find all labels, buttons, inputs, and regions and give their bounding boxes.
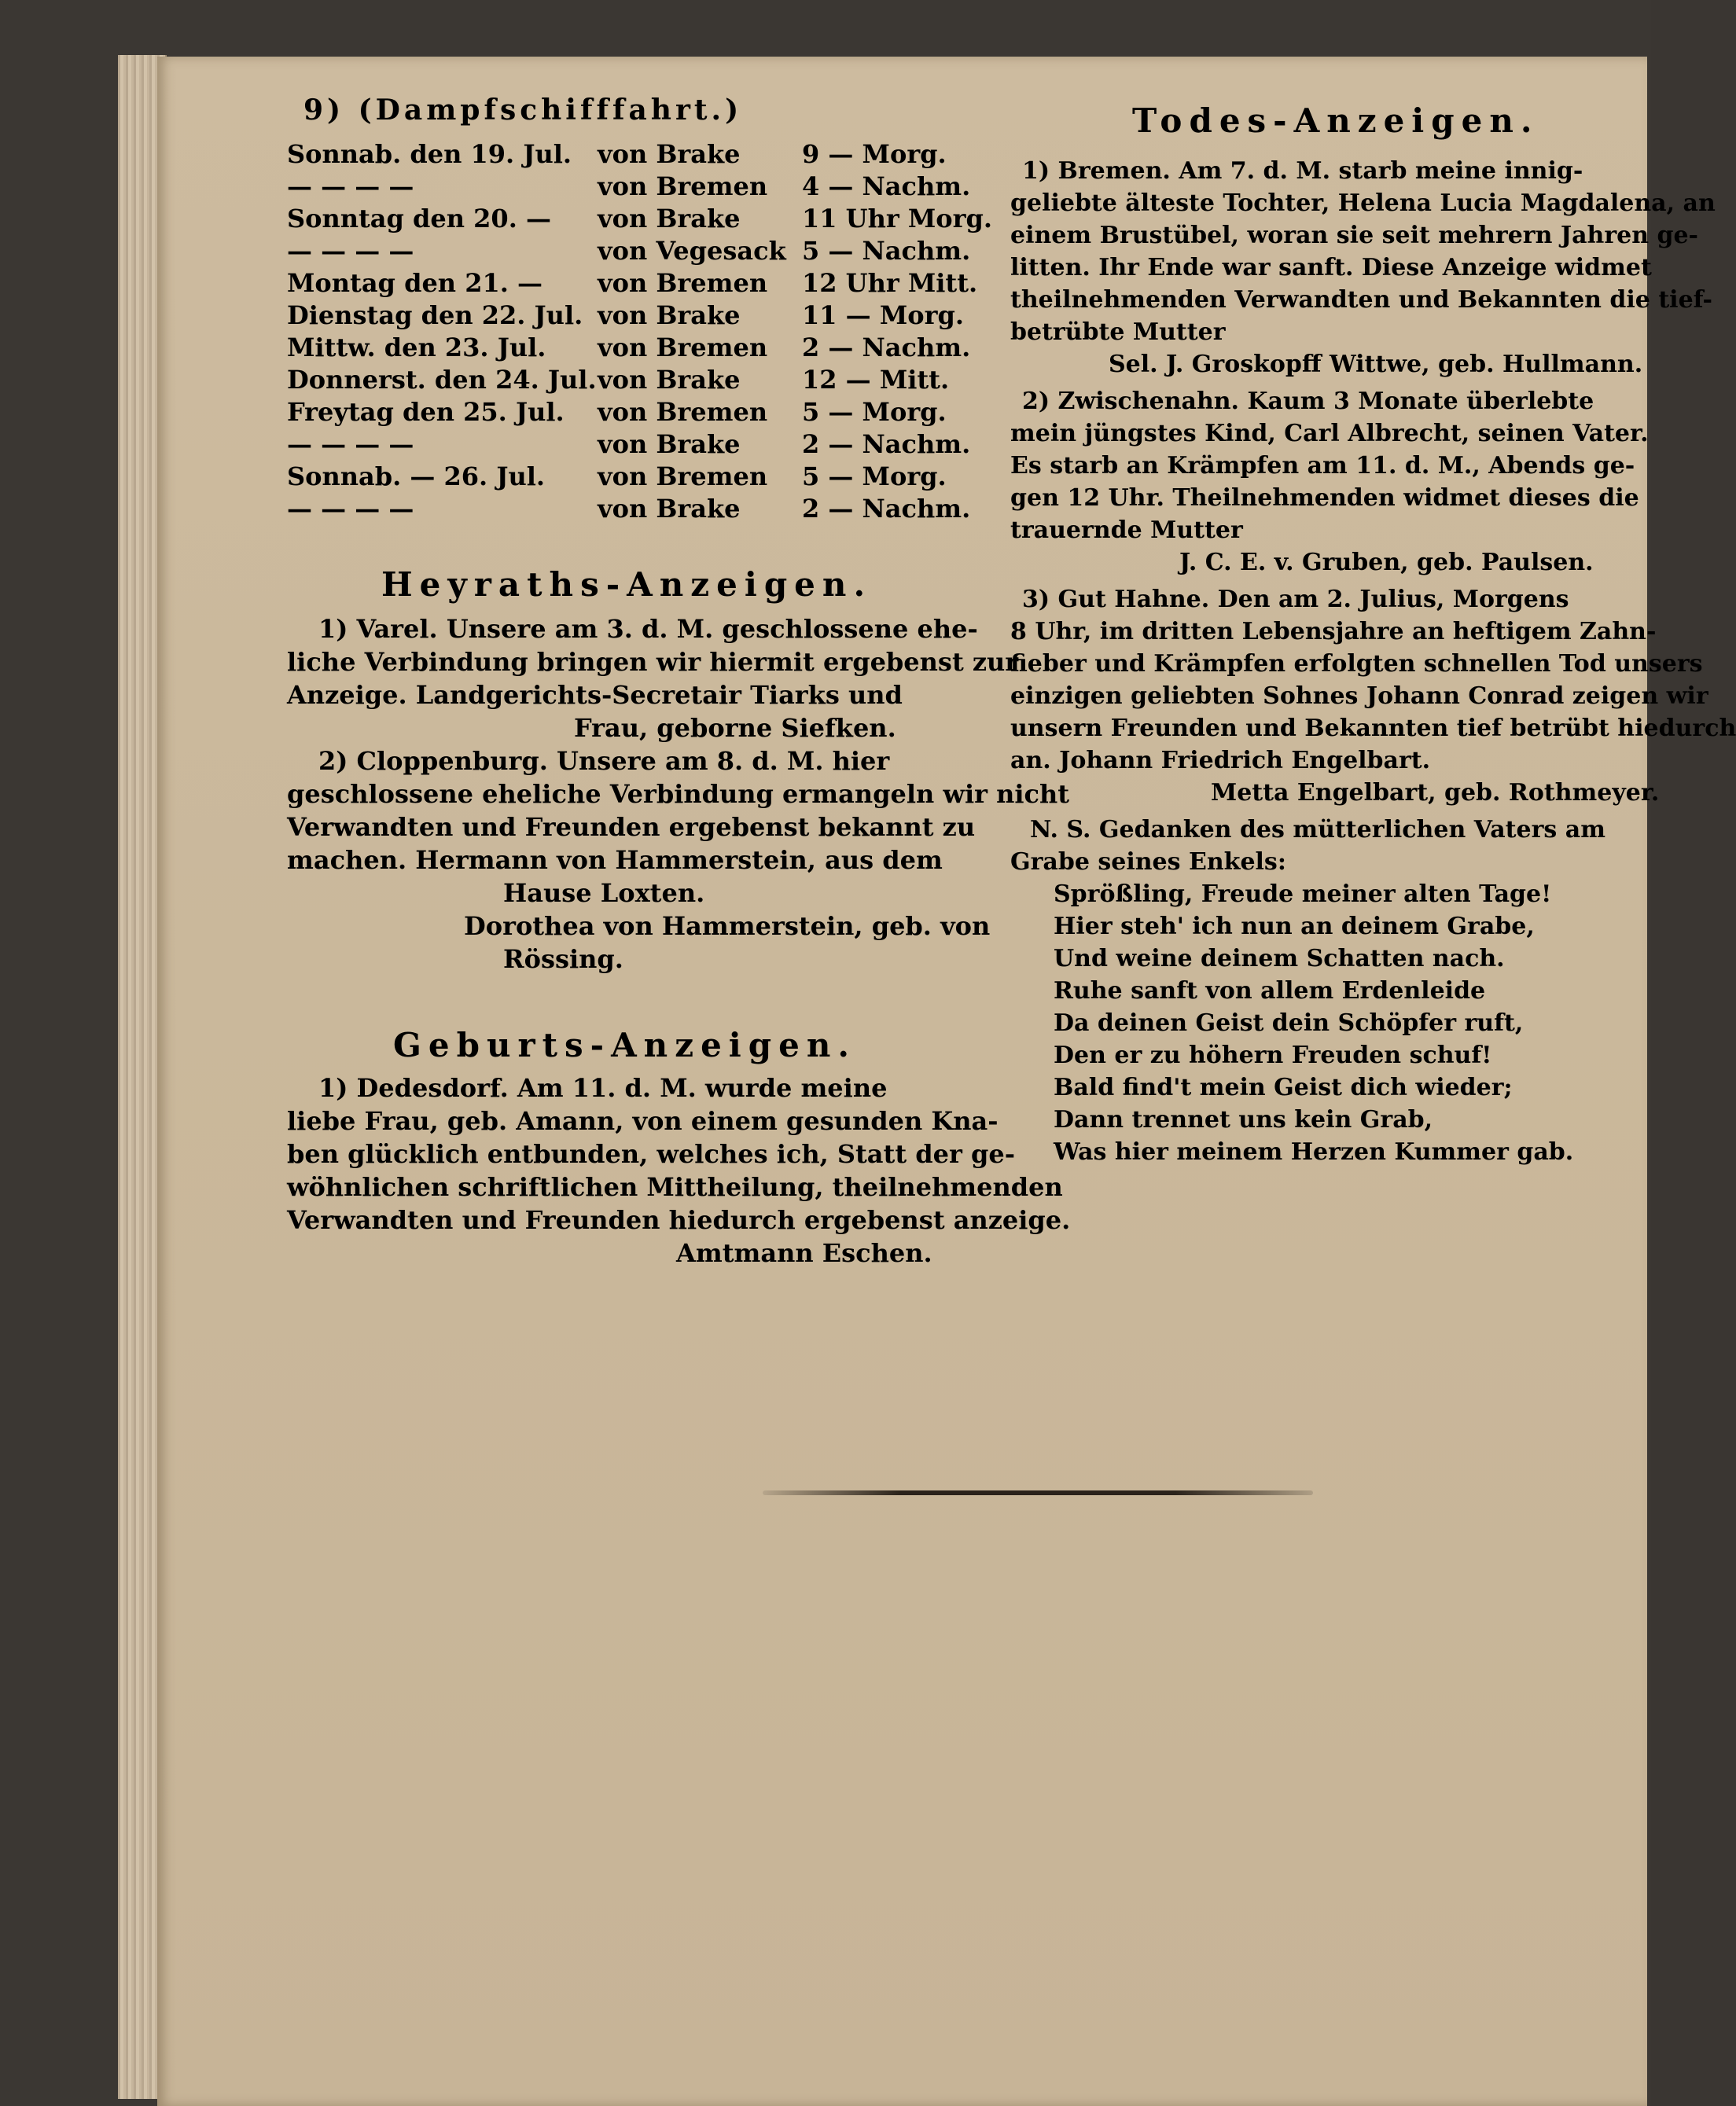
todes-line: einem Brustübel, woran sie seit mehrern Jahren ge- — [1010, 222, 1698, 249]
schedule-cell: von Brake — [598, 365, 741, 395]
todes-line: 3) Gut Hahne. Den am 2. Julius, Morgens — [1022, 586, 1569, 613]
geburts-heading: Geburts-Anzeigen. — [393, 1026, 856, 1064]
todes-line: mein jüngstes Kind, Carl Albrecht, seinen Vater. — [1010, 420, 1649, 447]
schedule-cell: 4 — Nachm. — [802, 171, 971, 201]
schedule-cell: 12 Uhr Mitt. — [802, 268, 978, 298]
schedule-cell: — — — — — [287, 236, 414, 266]
todes-line: 2) Zwischenahn. Kaum 3 Monate überlebte — [1022, 388, 1594, 415]
schedule-cell: von Bremen — [598, 268, 768, 298]
heyraths-line: 1) Varel. Unsere am 3. d. M. geschlossene ehe- — [318, 614, 978, 644]
todes-line: 1) Bremen. Am 7. d. M. starb meine innig- — [1022, 157, 1583, 185]
todes-line: unsern Freunden und Bekannten tief betrübt hiedurch — [1010, 715, 1736, 742]
todes-line: Was hier meinem Herzen Kummer gab. — [1054, 1138, 1574, 1166]
todes-line: litten. Ihr Ende war sanft. Diese Anzeige widmet — [1010, 254, 1652, 281]
schedule-cell: von Bremen — [598, 397, 768, 427]
todes-line: theilnehmenden Verwandten und Bekannten die tief- — [1010, 286, 1712, 314]
todes-line: fieber und Krämpfen erfolgten schnellen Tod unsers — [1010, 650, 1703, 678]
todes-line: J. C. E. v. Gruben, geb. Paulsen. — [1179, 549, 1594, 576]
schedule-cell: Sonnab. — 26. Jul. — [287, 461, 546, 491]
todes-line: gen 12 Uhr. Theilnehmenden widmet dieses die — [1010, 484, 1639, 512]
schedule-cell: Sonntag den 20. — — [287, 204, 551, 233]
todes-line: Ruhe sanft von allem Erdenleide — [1054, 977, 1486, 1005]
schedule-cell: 2 — Nachm. — [802, 429, 971, 459]
todes-line: betrübte Mutter — [1010, 318, 1226, 346]
schedule-cell: 5 — Nachm. — [802, 236, 971, 266]
schedule-cell: von Bremen — [598, 333, 768, 362]
schedule-cell: — — — — — [287, 171, 414, 201]
newspaper-page — [157, 57, 1736, 2106]
todes-line: Grabe seines Enkels: — [1010, 848, 1286, 876]
geburts-line: Verwandten und Freunden hiedurch ergebenst anzeige. — [287, 1205, 1071, 1235]
schedule-cell: von Brake — [598, 429, 741, 459]
schedule-cell: von Brake — [598, 204, 741, 233]
schedule-cell: 5 — Morg. — [802, 397, 947, 427]
schedule-cell: 2 — Nachm. — [802, 333, 971, 362]
geburts-line: 1) Dedesdorf. Am 11. d. M. wurde meine — [318, 1073, 888, 1103]
schedule-cell: 5 — Morg. — [802, 461, 947, 491]
schedule-cell: Mittw. den 23. Jul. — [287, 333, 546, 362]
schedule-cell: Dienstag den 22. Jul. — [287, 300, 583, 330]
todes-line: einzigen geliebten Sohnes Johann Conrad zeigen wir — [1010, 682, 1708, 710]
schedule-cell: 2 — Nachm. — [802, 494, 971, 524]
todes-line: an. Johann Friedrich Engelbart. — [1010, 747, 1431, 774]
schedule-cell: von Vegesack — [598, 236, 786, 266]
heyraths-line: Rössing. — [503, 944, 623, 974]
todes-line: Und weine deinem Schatten nach. — [1054, 945, 1505, 972]
schedule-cell: von Brake — [598, 139, 741, 169]
schedule-cell: 9 — Morg. — [802, 139, 947, 169]
schedule-cell: Donnerst. den 24. Jul. — [287, 365, 597, 395]
todes-line: geliebte älteste Tochter, Helena Lucia Magdalena, an — [1010, 189, 1716, 217]
schedule-cell: von Bremen — [598, 461, 768, 491]
heyraths-line: Anzeige. Landgerichts-Secretair Tiarks und — [287, 680, 903, 710]
schedule-cell: — — — — — [287, 429, 414, 459]
schedule-heading: 9) (Dampfschifffahrt.) — [303, 94, 743, 127]
todes-line: Da deinen Geist dein Schöpfer ruft, — [1054, 1009, 1524, 1037]
todes-heading: Todes-Anzeigen. — [1132, 101, 1539, 140]
todes-line: Es starb an Krämpfen am 11. d. M., Abends ge- — [1010, 452, 1635, 480]
todes-line: Sprößling, Freude meiner alten Tage! — [1054, 880, 1552, 908]
todes-line: 8 Uhr, im dritten Lebensjahre an heftigem Zahn- — [1010, 618, 1657, 645]
geburts-line: Amtmann Eschen. — [676, 1238, 932, 1268]
schedule-cell: — — — — — [287, 494, 414, 524]
schedule-cell: von Bremen — [598, 171, 768, 201]
heyraths-line: machen. Hermann von Hammerstein, aus dem — [287, 845, 943, 875]
section-rule — [763, 1490, 1313, 1495]
todes-line: Den er zu höhern Freuden schuf! — [1054, 1042, 1492, 1069]
todes-line: Dann trennet uns kein Grab, — [1054, 1106, 1433, 1134]
schedule-cell: Sonnab. den 19. Jul. — [287, 139, 572, 169]
heyraths-line: Dorothea von Hammerstein, geb. von — [464, 911, 991, 941]
heyraths-line: Verwandten und Freunden ergebenst bekannt zu — [287, 812, 976, 842]
heyraths-line: Frau, geborne Siefken. — [574, 713, 896, 743]
todes-line: trauernde Mutter — [1010, 516, 1243, 544]
schedule-cell: 11 Uhr Morg. — [802, 204, 992, 233]
geburts-line: ben glücklich entbunden, welches ich, Statt der ge- — [287, 1139, 1015, 1169]
schedule-cell: Montag den 21. — — [287, 268, 543, 298]
todes-line: N. S. Gedanken des mütterlichen Vaters am — [1030, 816, 1605, 844]
heyraths-line: liche Verbindung bringen wir hiermit ergebenst zur — [287, 647, 1019, 677]
todes-line: Hier steh' ich nun an deinem Grabe, — [1054, 913, 1535, 940]
todes-line: Sel. J. Groskopff Wittwe, geb. Hullmann. — [1109, 351, 1643, 378]
geburts-line: liebe Frau, geb. Amann, von einem gesunden Kna- — [287, 1106, 999, 1136]
heyraths-line: 2) Cloppenburg. Unsere am 8. d. M. hier — [318, 746, 890, 776]
schedule-cell: von Brake — [598, 494, 741, 524]
todes-line: Metta Engelbart, geb. Rothmeyer. — [1211, 779, 1660, 807]
geburts-line: wöhnlichen schriftlichen Mittheilung, theilnehmenden — [287, 1172, 1063, 1202]
schedule-cell: von Brake — [598, 300, 741, 330]
schedule-cell: 11 — Morg. — [802, 300, 964, 330]
heyraths-line: geschlossene eheliche Verbindung ermangeln wir nicht — [287, 779, 1070, 809]
schedule-cell: Freytag den 25. Jul. — [287, 397, 565, 427]
todes-line: Bald find't mein Geist dich wieder; — [1054, 1074, 1513, 1101]
heyraths-heading: Heyraths-Anzeigen. — [381, 565, 873, 604]
heyraths-line: Hause Loxten. — [503, 878, 705, 908]
schedule-cell: 12 — Mitt. — [802, 365, 950, 395]
